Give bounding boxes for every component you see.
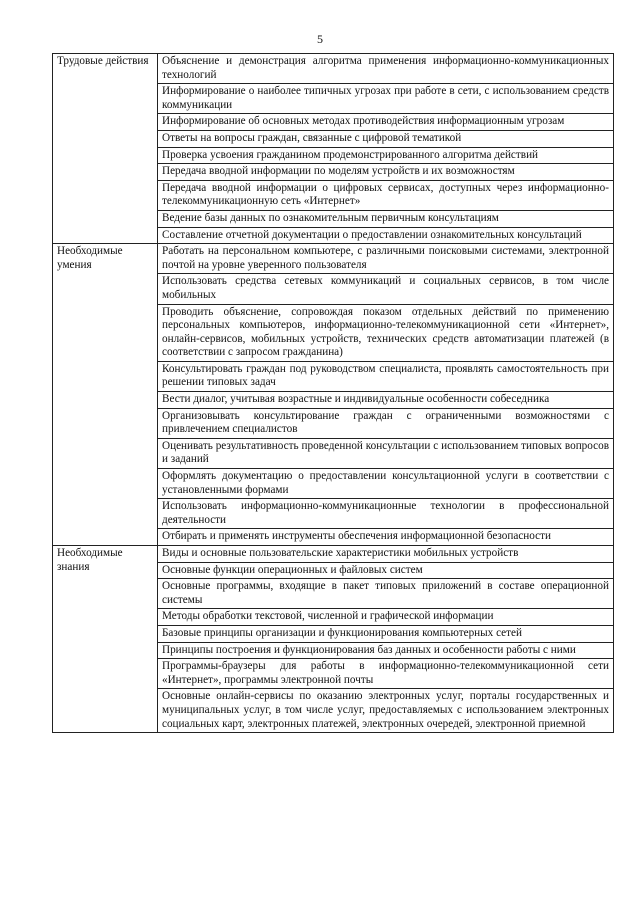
section-item: Составление отчетной документации о предоставлении ознакомительных консультаций bbox=[158, 227, 614, 244]
competency-table-body bbox=[53, 54, 614, 733]
competency-table bbox=[52, 53, 614, 733]
section-item: Использовать средства сетевых коммуникаций и социальных сервисов, в том числе мобильных bbox=[158, 274, 614, 304]
section-item: Использовать информационно-коммуникационные технологии в профессиональной деятельности bbox=[158, 499, 614, 529]
section-item: Принципы построения и функционирования баз данных и особенности работы с ними bbox=[158, 642, 614, 659]
section-item: Информирование об основных методах противодействия информационным угрозам bbox=[158, 114, 614, 131]
section-item: Базовые принципы организации и функционирования компьютерных сетей bbox=[158, 625, 614, 642]
section-item: Вести диалог, учитывая возрастные и индивидуальные особенности собеседника bbox=[158, 392, 614, 409]
section-item: Отбирать и применять инструменты обеспечения информационной безопасности bbox=[158, 529, 614, 546]
section-item: Оценивать результативность проведенной консультации с использованием типовых вопросов и заданий bbox=[158, 438, 614, 468]
section-item: Проверка усвоения гражданином продемонстрированного алгоритма действий bbox=[158, 147, 614, 164]
page-number: 5 bbox=[317, 32, 323, 46]
section-item: Передача вводной информации о цифровых сервисах, доступных через информационно-телекоммуникационную сеть «Интернет» bbox=[158, 180, 614, 210]
section-item: Информирование о наиболее типичных угрозах при работе в сети, с использованием средств коммуникации bbox=[158, 84, 614, 114]
section-item: Основные функции операционных и файловых систем bbox=[158, 562, 614, 579]
section-item: Проводить объяснение, сопровождая показом отдельных действий по применению персональных компьютеров, информационно-телекоммуникационной сети «Интернет», онлайн-сервисов, мобильных устройств, технических средств автоматизации платежей (в соответствии с запросом гражданина) bbox=[158, 304, 614, 361]
section-item: Работать на персональном компьютере, с различными поисковыми системами, электронной почтой на уровне уверенного пользователя bbox=[158, 244, 614, 274]
table-row bbox=[53, 546, 614, 563]
section-item: Консультировать граждан под руководством специалиста, проявлять самостоятельность при решении типовых задач bbox=[158, 361, 614, 391]
section-item: Организовывать консультирование граждан с ограниченными возможностями с привлечением специалистов bbox=[158, 408, 614, 438]
section-item: Ведение базы данных по ознакомительным первичным консультациям bbox=[158, 210, 614, 227]
section-label: Трудовые действия bbox=[53, 54, 158, 244]
section-item: Передача вводной информации по моделям устройств и их возможностям bbox=[158, 164, 614, 181]
section-item: Оформлять документацию о предоставлении консультационной услуги в соответствии с установленными формами bbox=[158, 469, 614, 499]
section-item: Виды и основные пользовательские характеристики мобильных устройств bbox=[158, 546, 614, 563]
section-label: Необходимые умения bbox=[53, 244, 158, 546]
section-item: Основные онлайн-сервисы по оказанию электронных услуг, порталы государственных и муниципальных услуг, в том числе услуг, предоставляемых с использованием электронных социальных карт, электронных платежей, электронных очередей, электронной приемной bbox=[158, 689, 614, 733]
section-item: Основные программы, входящие в пакет типовых приложений в составе операционной системы bbox=[158, 579, 614, 609]
table-row bbox=[53, 54, 614, 84]
section-item: Программы-браузеры для работы в информационно-телекоммуникационной сети «Интернет», программы электронной почты bbox=[158, 659, 614, 689]
section-item: Методы обработки текстовой, численной и графической информации bbox=[158, 609, 614, 626]
section-item: Ответы на вопросы граждан, связанные с цифровой тематикой bbox=[158, 130, 614, 147]
section-label: Необходимые знания bbox=[53, 546, 158, 733]
section-item: Объяснение и демонстрация алгоритма применения информационно-коммуникационных технологий bbox=[158, 54, 614, 84]
table-row bbox=[53, 244, 614, 274]
